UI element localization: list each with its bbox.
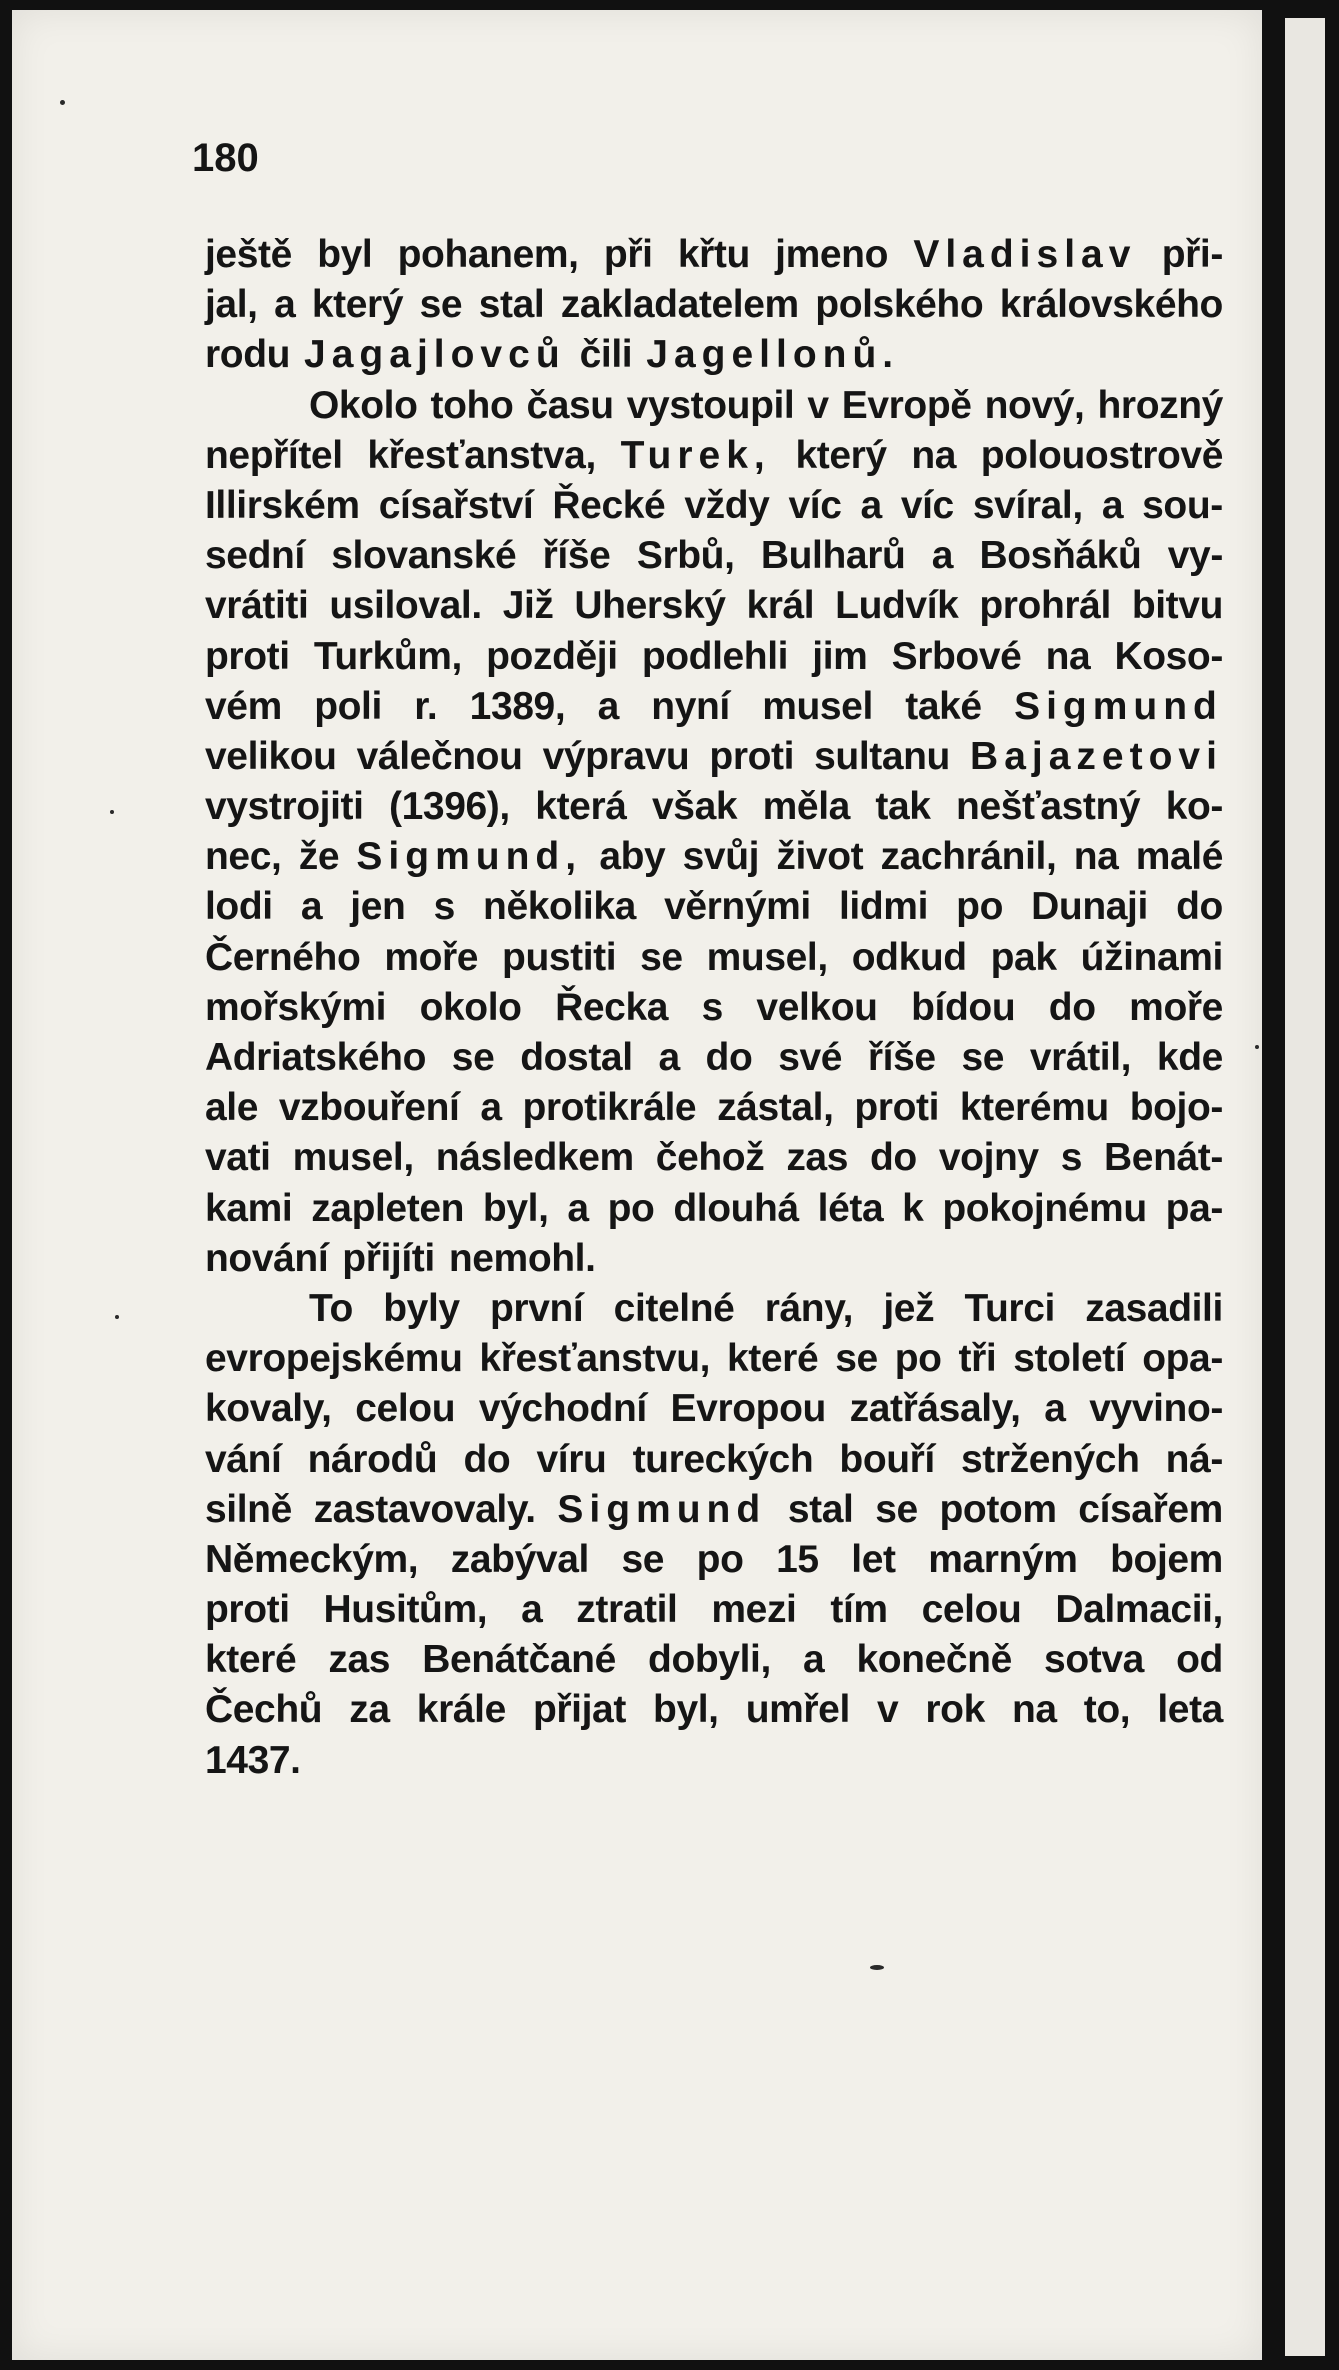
text-line: evropejskému křesťanstvu, které se po tři století opa-: [205, 1337, 1223, 1381]
text-line: vystrojiti (1396), která však měla tak nešťastný ko-: [205, 785, 1223, 829]
text-line: Okolo toho času vystoupil v Evropě nový, hrozný: [309, 383, 1223, 427]
text-line: kovaly, celou východní Evropou zatřásaly, a vyvino-: [205, 1387, 1223, 1431]
text-line: sední slovanské říše Srbů, Bulharů a Bosňáků vy-: [205, 534, 1223, 578]
page-number: 180: [192, 136, 259, 180]
text-line: vrátiti usiloval. Již Uherský král Ludvík prohrál bitvu: [205, 584, 1223, 628]
text-line: silně zastavovaly. Sigmund stal se potom císařem: [205, 1487, 1223, 1531]
text-line: 1437.: [205, 1738, 301, 1782]
text-line: Adriatského se dostal a do své říše se vrátil, kde: [205, 1036, 1223, 1079]
text-line: ještě byl pohanem, při křtu jmeno Vladislav při-: [205, 233, 1223, 276]
text-line: vání národů do víru tureckých bouří stržených ná-: [205, 1437, 1223, 1481]
text-line: proti Husitům, a ztratil mezi tím celou Dalmacii,: [205, 1588, 1223, 1632]
body-text: [205, 230, 1223, 1786]
text-line: lodi a jen s několika věrnými lidmi po Dunaji do: [205, 885, 1223, 929]
next-page-edge: [1285, 18, 1325, 2356]
print-speck: [115, 1315, 119, 1319]
text-line: Černého moře pustiti se musel, odkud pak úžinami: [205, 935, 1223, 979]
print-speck: [110, 810, 114, 814]
print-speck: [1255, 1045, 1259, 1049]
text-line: vati musel, následkem čehož zas do vojny s Benát-: [205, 1136, 1223, 1180]
text-line: nec, že Sigmund, aby svůj život zachránil, na malé: [205, 835, 1223, 879]
text-line: vém poli r. 1389, a nyní musel také Sigmund: [205, 684, 1223, 728]
text-line: ale vzbouření a protikrále zástal, proti kterému bojo-: [205, 1086, 1223, 1130]
text-line: kami zapleten byl, a po dlouhá léta k pokojnému pa-: [205, 1186, 1223, 1230]
text-line: jal, a který se stal zakladatelem polského královského: [205, 283, 1223, 327]
text-line: Německým, zabýval se po 15 let marným bojem: [205, 1537, 1223, 1581]
text-line: které zas Benátčané dobyli, a konečně sotva od: [205, 1638, 1223, 1682]
text-line: proti Turkům, později podlehli jim Srbové na Koso-: [205, 634, 1223, 678]
print-speck: [870, 1965, 884, 1970]
text-line: rodu Jagajlovců čili Jagellonů.: [205, 333, 900, 377]
text-line: Illirském císařství Řecké vždy víc a víc svíral, a sou-: [205, 483, 1223, 527]
text-line: mořskými okolo Řecka s velkou bídou do moře: [205, 985, 1223, 1029]
text-line: Čechů za krále přijat byl, umřel v rok na to, leta: [205, 1688, 1223, 1732]
text-line: To byly první citelné rány, jež Turci zasadili: [309, 1286, 1223, 1330]
print-speck: [60, 100, 65, 105]
text-line: velikou válečnou výpravu proti sultanu Bajazetovi: [205, 734, 1223, 778]
text-line: nepřítel křesťanstva, Turek, který na polouostrově: [205, 433, 1223, 477]
text-line: nování přijíti nemohl.: [205, 1236, 596, 1280]
